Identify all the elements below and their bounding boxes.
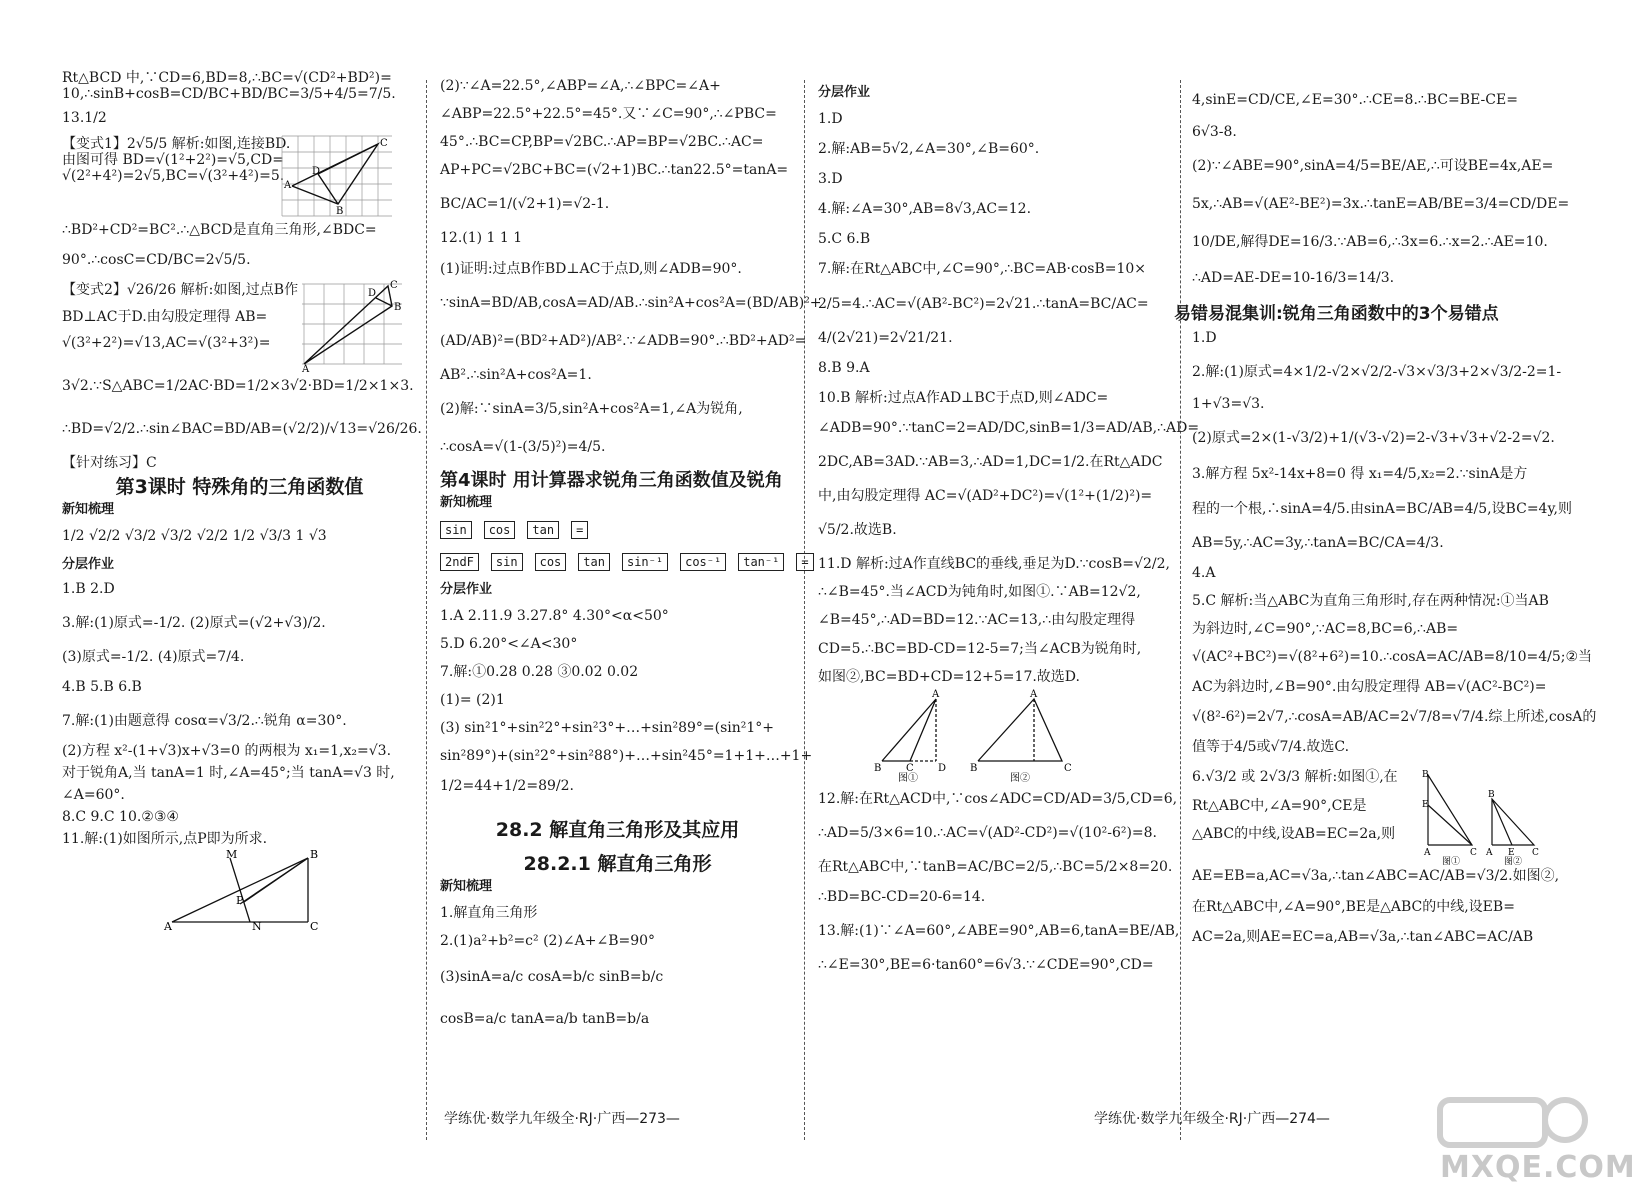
column-3 (818, 70, 1200, 974)
text-line: 12.(1) 1 1 1 (440, 230, 523, 247)
subheading: 新知梳理 (440, 879, 493, 895)
text-line: (2)∵∠A=22.5°,∠ABP=∠A,∴∠BPC=∠A+ (440, 78, 721, 94)
page-footer-right: 学练优·数学九年级全·RJ·广西—274— (1094, 1111, 1330, 1127)
triangle-figures (868, 688, 1108, 784)
fig-label: B (1488, 790, 1495, 801)
text-line: ∴∠B=45°.当∠ACD为钝角时,如图①.∵AB=12√2, (818, 584, 1141, 601)
key-arccos: cos⁻¹ (680, 553, 726, 571)
text-line: 4,sinE=CD/CE,∠E=30°.∴CE=8.∴BC=BE-CE= (1192, 92, 1518, 108)
text-line: 4.解:∠A=30°,AB=8√3,AC=12. (818, 201, 1032, 218)
text-line: √5/2.故选B. (818, 522, 897, 539)
text-line: 3.D (818, 171, 843, 188)
section-title: 第4课时 用计算器求锐角三角函数值及锐角 (440, 470, 783, 492)
fig-label: D (938, 762, 947, 774)
fig-label: M (226, 847, 238, 861)
col4-lines2 (1192, 330, 1597, 756)
text-line: 2.解:(1)原式=4×1/2-√2×√2/2-√3×√3/3+2×√3/2-2=1- (1192, 364, 1562, 381)
text-line: 如图②,BC=BD+CD=12+5=17.故选D. (818, 668, 1080, 685)
fig-label: C (390, 280, 398, 292)
text-line: ∴BD=√2/2.∴sin∠BAC=BD/AB=(√2/2)/√13=√26/26. (62, 420, 422, 437)
text-line: (2)解:∵sinA=3/5,sin²A+cos²A=1,∠A为锐角, (440, 400, 743, 417)
text-line: √(8²-6²)=2√7,∴cosA=AB/AC=2√7/8=√7/4.综上所述,cosA的 (1192, 709, 1597, 726)
text-line: 4.B 5.B 6.B (62, 678, 142, 695)
text-line: 90°.∴cosC=CD/BC=2√5/5. (62, 252, 251, 269)
text-line: ∠B=45°,∴AD=BD=12.∵AC=13,∴由勾股定理得 (818, 612, 1136, 629)
text-line: △ABC的中线,设AB=EC=2a,则 (1192, 825, 1396, 842)
text-line: 1+√3=√3. (1192, 396, 1265, 413)
text-line: 6√3-8. (1192, 124, 1237, 141)
fig-caption: 图① (1442, 857, 1461, 868)
fig-caption: 图② (1010, 772, 1030, 784)
fig-label: N (252, 919, 262, 933)
section-title: 易错易混集训:锐角三角函数中的3个易错点 (1174, 303, 1499, 324)
figure-point-p (162, 847, 362, 933)
col3-lines2 (818, 790, 1180, 974)
text-line: 1.B 2.D (62, 580, 115, 597)
text-line: ∠A=60°. (62, 787, 125, 804)
page-footer-left: 学练优·数学九年级全·RJ·广西—273— (444, 1111, 680, 1127)
text-line: 2.(1)a²+b²=c² (2)∠A+∠B=90° (440, 933, 656, 950)
text-line: 1.解直角三角形 (440, 904, 538, 921)
fig-label: C (310, 919, 319, 933)
text-line: 6.√3/2 或 2√3/3 解析:如图①,在 (1192, 769, 1398, 786)
col3-lines (818, 110, 1200, 685)
key-tan: tan (527, 521, 559, 539)
subheading: 分层作业 (62, 556, 115, 572)
col4-lines (1192, 92, 1570, 287)
text-line: 5.C 6.B (818, 231, 871, 248)
q6-block (1192, 769, 1557, 868)
key-tan: tan (578, 553, 610, 571)
key-equals: = (571, 521, 588, 539)
text-line: 1/2=44+1/2=89/2. (440, 778, 574, 795)
text-line: (3) sin²1°+sin²2°+sin²3°+…+sin²89°=(sin²1°+ (440, 720, 775, 737)
text-line: 由图可得 BD=√(1²+2²)=√5,CD= (62, 152, 284, 169)
text-line: ∠ADB=90°.∵tanC=2=AD/DC,sinB=1/3=AD/AB,∴AD= (818, 419, 1200, 436)
text-line: 5.C 解析:当△ABC为直角三角形时,存在两种情况:①当AB (1192, 592, 1549, 609)
key-cos: cos (535, 553, 567, 571)
text-line: ∴AD=AE-DE=10-16/3=14/3. (1192, 270, 1395, 287)
fig-label: E (1422, 800, 1429, 811)
text-line: 10.B 解析:过点A作AD⊥BC于点D,则∠ADC= (818, 389, 1109, 406)
fig-caption: 图① (898, 772, 918, 784)
calculator-keys-1 (440, 521, 795, 539)
grid-figure-2 (302, 280, 402, 376)
text-line: 3√2.∵S△ABC=1/2AC·BD=1/2×3√2·BD=1/2×1×3. (62, 378, 414, 395)
col2-lines2 (440, 607, 813, 795)
text-line: 【针对练习】C (62, 454, 157, 471)
col1-lines (62, 70, 422, 471)
fig-label: C (906, 762, 914, 774)
text-line: 2/5=4.∴AC=√(AB²-BC²)=2√21.∴tanA=BC/AC= (818, 295, 1149, 312)
text-line: AP+PC=√2BC+BC=(√2+1)BC.∴tan22.5°=tanA= (440, 162, 789, 179)
text-line: √(2²+4²)=2√5,BC=√(3²+4²)=5. (62, 168, 285, 185)
text-line: AE=EB=a,AC=√3a,∴tan∠ABC=AC/AB=√3/2.如图②, (1192, 868, 1560, 885)
key-arcsin: sin⁻¹ (622, 553, 668, 571)
fig-label: B (394, 302, 402, 314)
fig-label: B (1422, 770, 1429, 781)
text-line: AC为斜边时,∠B=90°.由勾股定理得 AB=√(AC²-BC²)= (1192, 679, 1547, 696)
text-line: ∴∠E=30°,BE=6·tan60°=6√3.∵∠CDE=90°,CD= (818, 957, 1154, 974)
col2-lines (440, 78, 822, 456)
fig-label: A (284, 180, 292, 192)
text-line: ∴BD=BC-CD=20-6=14. (818, 889, 986, 905)
fig-label: D (368, 288, 377, 300)
text-line: 3.解:(1)原式=-1/2. (2)原式=(√2+√3)/2. (62, 614, 326, 631)
text-line: 5.D 6.20°<∠A<30° (440, 635, 578, 652)
text-line: (AD/AB)²=(BD²+AD²)/AB².∵∠ADB=90°.∴BD²+AD²= (440, 332, 807, 349)
text-line: (1)证明:过点B作BD⊥AC于点D,则∠ADB=90°. (440, 260, 742, 277)
fig-label: A (302, 364, 310, 376)
text-line: 10,∴sinB+cosB=CD/BC+BD/BC=3/5+4/5=7/5. (62, 86, 396, 103)
section-title: 第3课时 特殊角的三角函数值 (115, 475, 364, 498)
text-line: 对于锐角A,当 tanA=1 时,∠A=45°;当 tanA=√3 时, (62, 765, 395, 782)
text-line: (2)方程 x²-(1+√3)x+√3=0 的两根为 x₁=1,x₂=√3. (62, 743, 392, 760)
column-4 (1174, 70, 1597, 945)
text-line: ∠ABP=22.5°+22.5°=45°.又∵∠C=90°,∴∠PBC= (440, 106, 777, 123)
text-line: 4.A (1192, 564, 1216, 581)
text-line: (3)sinA=a/c cosA=b/c sinB=b/c (440, 969, 664, 986)
key-sin: sin (491, 553, 523, 571)
text-line: BC/AC=1/(√2+1)=√2-1. (440, 196, 610, 213)
text-line: 值等于4/5或√7/4.故选C. (1192, 739, 1350, 756)
text-line: 10/DE,解得DE=16/3.∵AB=6,∴3x=6.∴x=2.∴AE=10. (1192, 234, 1548, 251)
text-line: 8.C 9.C 10.②③④ (62, 809, 179, 826)
column-divider (426, 80, 427, 1140)
text-line: 4/(2√21)=2√21/21. (818, 329, 953, 346)
column-divider (1180, 80, 1181, 1140)
grid-figure-1 (282, 136, 392, 216)
column-2 (440, 70, 822, 1028)
text-line: 1.D (1192, 330, 1217, 347)
text-line: BD⊥AC于D.由勾股定理得 AB= (62, 308, 268, 325)
text-line: 2.解:AB=5√2,∠A=30°,∠B=60°. (818, 141, 1040, 158)
fig-label: A (1030, 688, 1038, 700)
fig-label: A (932, 688, 940, 700)
text-line: 1.A 2.11.9 3.27.8° 4.30°<α<50° (440, 607, 669, 624)
text-line: (2)∵∠ABE=90°,sinA=4/5=BE/AE,∴可设BE=4x,AE= (1192, 158, 1554, 175)
text-line: (3)原式=-1/2. (4)原式=7/4. (62, 648, 245, 665)
text-line: ∴BD²+CD²=BC².∴△BCD是直角三角形,∠BDC= (62, 222, 377, 239)
text-line: 7.解:①0.28 0.28 ③0.02 0.02 (440, 663, 639, 680)
text-line: ∵sinA=BD/AB,cosA=AD/AB.∴sin²A+cos²A=(BD/AB)²+ (440, 294, 822, 311)
text-line: Rt△BCD 中,∵CD=6,BD=8,∴BC=√(CD²+BD²)= (62, 70, 392, 86)
fig-label: E (1508, 848, 1515, 859)
text-line: ∴cosA=√(1-(3/5)²)=4/5. (440, 439, 606, 456)
text-line: cosB=a/c tanA=a/b tanB=b/a (440, 1011, 650, 1028)
chapter-title: 28.2 解直角三角形及其应用 (495, 819, 740, 842)
key-arctan: tan⁻¹ (738, 553, 784, 571)
special-values: 1/2 √2/2 √3/2 √3/2 √2/2 1/2 √3/3 1 √3 (62, 527, 327, 544)
key-equals: = (796, 553, 813, 571)
text-line: 11.D 解析:过A作直线BC的垂线,垂足为D.∵cosB=√2/2, (818, 556, 1170, 573)
text-line: 8.B 9.A (818, 359, 870, 376)
fig-label: P (236, 893, 244, 907)
text-line: 程的一个根,∴sinA=4/5.由sinA=BC/AB=4/5,设BC=4y,则 (1192, 500, 1572, 517)
fig-label: C (1532, 848, 1539, 859)
fig-label: C (380, 138, 388, 150)
subheading: 新知梳理 (62, 501, 115, 517)
text-line: (2)原式=2×(1-√3/2)+1/(√3-√2)=2-√3+√3+√2-2=√2. (1192, 430, 1555, 447)
variant-2-block (62, 280, 417, 376)
text-line: 中,由勾股定理得 AC=√(AD²+DC²)=√(1²+(1/2)²)= (818, 488, 1153, 505)
text-line: 7.解:在Rt△ABC中,∠C=90°,∴BC=AB·cosB=10× (818, 261, 1147, 278)
col1-lines2 (62, 581, 417, 848)
fig-label: B (310, 847, 319, 861)
key-2ndf: 2ndF (440, 553, 479, 571)
fig-label: D (312, 166, 321, 178)
text-line: AC=2a,则AE=EC=a,AB=√3a,∴tan∠ABC=AC/AB (1192, 928, 1534, 945)
text-line: AB².∴sin²A+cos²A=1. (440, 366, 592, 383)
fig-label: B (336, 206, 344, 218)
text-line: sin²89°)+(sin²2°+sin²88°)+…+sin²45°=1+1+…+1+ (440, 748, 813, 765)
fig-label: B (874, 762, 882, 774)
text-line: CD=5.∴BC=BD-CD=12-5=7;当∠ACB为锐角时, (818, 640, 1142, 657)
text-line: 1.D (818, 110, 843, 127)
calculator-keys-2 (440, 553, 809, 571)
text-line: Rt△ABC中,∠A=90°,CE是 (1192, 797, 1367, 814)
subheading: 分层作业 (440, 581, 493, 597)
column-divider (804, 80, 805, 1140)
text-line: 在Rt△ABC中,∵tanB=AC/BC=2/5,∴BC=5/2×8=20. (818, 858, 1173, 875)
text-line: 5x,∴AB=√(AE²-BE²)=3x.∴tanE=AB/BE=3/4=CD/DE= (1192, 196, 1570, 213)
fig-label: C (1470, 848, 1477, 859)
variant-1-block (62, 136, 417, 216)
text-line: 13.解:(1)∵∠A=60°,∠ABE=90°,AB=6,tanA=BE/AB, (818, 923, 1180, 940)
fig-label: B (970, 762, 978, 774)
text-line: 12.解:在Rt△ACD中,∵cos∠ADC=CD/AD=3/5,CD=6, (818, 790, 1178, 807)
key-cos: cos (484, 521, 516, 539)
subsection-title: 28.2.1 解直角三角形 (523, 853, 712, 876)
text-line: ∴AD=5/3×6=10.∴AC=√(AD²-CD²)=√(10²-6²)=8. (818, 824, 1158, 841)
fig-label: C (1064, 762, 1072, 774)
text-line: 11.解:(1)如图所示,点P即为所求. (62, 831, 268, 848)
text-line: 7.解:(1)由题意得 cosα=√3/2.∴锐角 α=30°. (62, 712, 347, 729)
text-line: AB=5y,∴AC=3y,∴tanA=BC/CA=4/3. (1192, 534, 1444, 551)
text-line: 【变式1】2√5/5 解析:如图,连接BD. (62, 136, 291, 153)
median-figures (1422, 769, 1547, 868)
key-sin: sin (440, 521, 472, 539)
col2-lines3 (440, 905, 795, 1027)
fig-label: A (1424, 848, 1431, 859)
text-line: 【变式2】√26/26 解析:如图,过点B作 (62, 282, 299, 299)
text-line: 在Rt△ABC中,∠A=90°,BE是△ABC的中线,设EB= (1192, 898, 1515, 915)
text-line: √(AC²+BC²)=√(8²+6²)=10.∴cosA=AC/AB=8/10=4/5;②当 (1192, 649, 1593, 666)
text-line: 13.1/2 (62, 110, 107, 127)
subheading: 新知梳理 (440, 494, 493, 510)
text-line: 45°.∴BC=CP,BP=√2BC.∴AP=BP=√2BC.∴AC= (440, 134, 764, 151)
column-1 (62, 70, 422, 933)
text-line: (1)= (2)1 (440, 691, 505, 708)
text-line: 2DC,AB=3AD.∵AB=3,∴AD=1,DC=1/2.在Rt△ADC (818, 453, 1163, 470)
text-line: 为斜边时,∠C=90°,∵AC=8,BC=6,∴AB= (1192, 620, 1459, 637)
text-line: √(3²+2²)=√13,AC=√(3²+3²)= (62, 334, 271, 351)
fig-label: A (1486, 848, 1493, 859)
text-line: 3.解方程 5x²-14x+8=0 得 x₁=4/5,x₂=2.∵sinA是方 (1192, 466, 1528, 483)
fig-caption: 图② (1504, 857, 1523, 868)
watermark-text: MXQE.COM (1440, 1150, 1636, 1185)
subheading: 分层作业 (818, 85, 871, 100)
fig-label: A (164, 919, 172, 933)
